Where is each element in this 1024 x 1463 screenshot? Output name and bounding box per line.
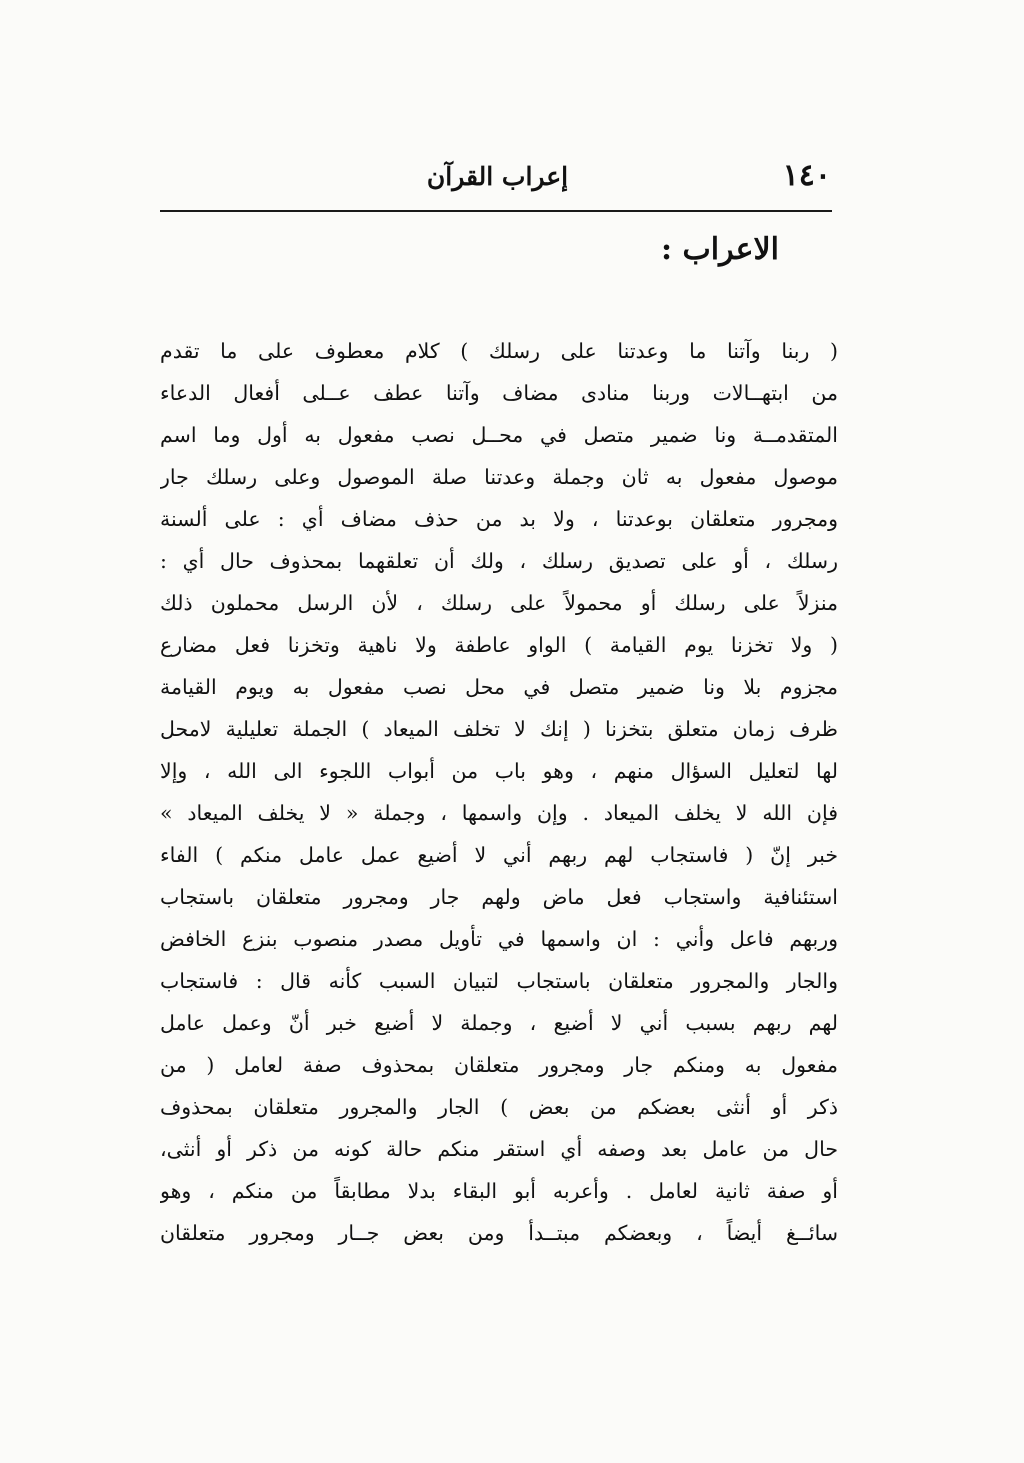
text-line: ظرف زمان متعلق بتخزنا ( إنك لا تخلف الميعاد ) الجملة تعليلية لامحل: [160, 717, 838, 741]
text-line: وربهم فاعل وأني : ان واسمها في تأويل مصدر منصوب بنزع الخافض: [160, 927, 838, 951]
header-divider: [160, 210, 832, 212]
text-line: أو صفة ثانية لعامل . وأعربه أبو البقاء بدلا مطابقاً من منكم ، وهو: [160, 1179, 838, 1203]
text-line: ومجرور متعلقان بوعدتنا ، ولا بد من حذف مضاف أي : على ألسنة: [160, 507, 838, 531]
text-line: فإن الله لا يخلف الميعاد . وإن واسمها ، وجملة « لا يخلف الميعاد »: [160, 801, 838, 825]
text-line: رسلك ، أو على تصديق رسلك ، ولك أن تعلقهما بمحذوف حال أي :: [160, 549, 838, 573]
text-line: مفعول به ومنكم جار ومجرور متعلقان بمحذوف صفة لعامل ( من: [160, 1053, 838, 1077]
section-heading: الاعراب :: [661, 232, 779, 267]
text-line: استئنافية واستجاب فعل ماض ولهم جار ومجرور متعلقان باستجاب: [160, 885, 838, 909]
text-line: خبر إنّ ( فاستجاب لهم ربهم أني لا أضيع عمل عامل منكم ) الفاء: [160, 843, 838, 867]
body-text: [160, 330, 838, 1254]
text-line: المتقدمــة ونا ضمير متصل في محــل نصب مفعول به أول وما اسم: [160, 423, 838, 447]
text-line: لها لتعليل السؤال منهم ، وهو باب من أبواب اللجوء الى الله ، وإلا: [160, 759, 838, 783]
book-title: إعراب القرآن: [426, 162, 569, 191]
text-line: لهم ربهم بسبب أني لا أضيع ، وجملة لا أضيع خبر أنّ وعمل عامل: [160, 1011, 838, 1035]
text-line: ذكر أو أنثى بعضكم من بعض ) الجار والمجرور متعلقان بمحذوف: [160, 1095, 838, 1119]
text-line: والجار والمجرور متعلقان باستجاب لتبيان السبب كأنه قال : فاستجاب: [160, 969, 838, 993]
text-line: حال من عامل بعد وصفه أي استقر منكم حالة كونه من ذكر أو أنثى،: [160, 1137, 838, 1161]
text-line: سائــغ أيضاً ، وبعضكم مبتــدأ ومن بعض جــار ومجرور متعلقان: [160, 1221, 838, 1245]
running-header: [160, 148, 835, 208]
text-line: من ابتهــالات وربنا منادى مضاف وآتنا عطف عــلى أفعال الدعاء: [160, 381, 838, 405]
text-line: منزلاً على رسلك أو محمولاً على رسلك ، لأن الرسل محملون ذلك: [160, 591, 838, 615]
text-line: ( ربنا وآتنا ما وعدتنا على رسلك ) كلام معطوف على ما تقدم: [160, 339, 838, 363]
page-number: ١٤٠: [782, 158, 831, 193]
text-line: مجزوم بلا ونا ضمير متصل في محل نصب مفعول به ويوم القيامة: [160, 675, 838, 699]
text-line: ( ولا تخزنا يوم القيامة ) الواو عاطفة ولا ناهية وتخزنا فعل مضارع: [160, 633, 838, 657]
text-line: موصول مفعول به ثان وجملة وعدتنا صلة الموصول وعلى رسلك جار: [160, 465, 838, 489]
